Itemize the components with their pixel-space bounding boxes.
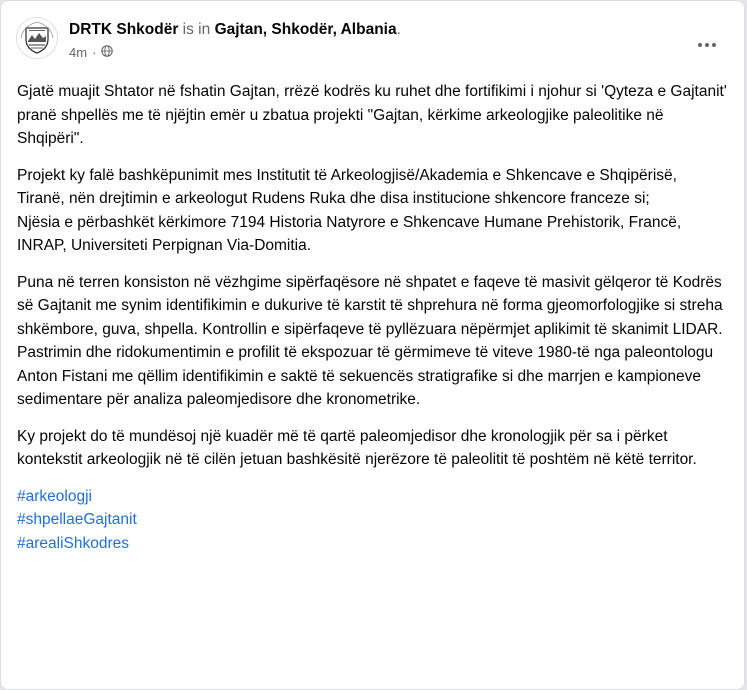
paragraph-2 (17, 164, 727, 258)
paragraph-3: Puna në terren konsiston në vëzhgime sipërfaqësore në shpatet e faqeve të masivit gëlqeror të Kodrës së Gajtanit me synim identifikimin e dukurive të karstit të shprehura në forma gjeomorfologjike si streha shkëmbore, guva, shpella. Kontrollin e sipërfaqeve të pyllëzuara nëpërmjet aplikimit të skanimit LIDAR. Pastrimin dhe ridokumentimin e profilit të ekspozuar të gërmimeve të viteve 1980-të nga paleontologu Anton Fistani me qëllim identifikimin e saktë të sekuencës stratigrafike si dhe marrjen e kampioneve sedimentare për analiza paleomjedisore dhe kronometrike. (17, 273, 723, 408)
organization-logo (17, 18, 57, 58)
paragraph-1: Gjatë muajit Shtator në fshatin Gajtan, rrëzë kodrës ku ruhet dhe fortifikimi i njohur si 'Qyteza e Gajtanit' pranë shpellës me të njëjtin emër u zbatua projekti "Gajtan, kërkime arkeologjike paleolitike në Shqipëri". (17, 83, 727, 147)
post-header (69, 21, 401, 39)
hashtag-link[interactable]: #shpellaeGajtanit (17, 511, 137, 528)
hashtag-list (17, 485, 727, 556)
hashtag-link[interactable]: #arealiShkodres (17, 534, 130, 552)
connector-text: is in (178, 21, 215, 38)
paragraph-2-list: Njësia e përbashkët kërkimore 7194 Historia Natyrore e Shkencave Humane Prehistorik, Francë, INRAP, Universiteti Perpignan Via-Domitia. (17, 213, 682, 254)
author-name[interactable]: DRTK Shkodër (69, 21, 179, 38)
location-link[interactable]: Gajtan, Shkodër, Albania (214, 21, 397, 38)
post-body (17, 80, 727, 555)
post-options-button[interactable] (689, 27, 725, 63)
paragraph-2-intro: Projekt ky falë bashkëpunimit mes Institutit të Arkeologjisë/Akademia e Shkencave e Shqipërisë, Tiranë, nën drejtimin e arkeologut Rudens Ruka dhe disa institucione shkencore franceze si; (17, 166, 677, 207)
page-avatar[interactable] (17, 18, 57, 58)
globe-icon (101, 45, 113, 60)
paragraph-4: Ky projekt do të mundësoj një kuadër më të qartë paleomjedisor dhe kronologjik për sa i përket kontekstit arkeologjik në të cilën jetuan bashkësitë njerëzore të paleolitit të poshtëm në këtë territor. (17, 427, 697, 468)
meta-separator: · (92, 45, 97, 60)
hashtag-link[interactable]: #arkeologji (17, 487, 92, 505)
more-horizontal-icon (698, 43, 716, 47)
location-suffix: . (396, 21, 401, 38)
post-timestamp[interactable]: 4m (69, 45, 88, 60)
post-meta (69, 45, 113, 60)
